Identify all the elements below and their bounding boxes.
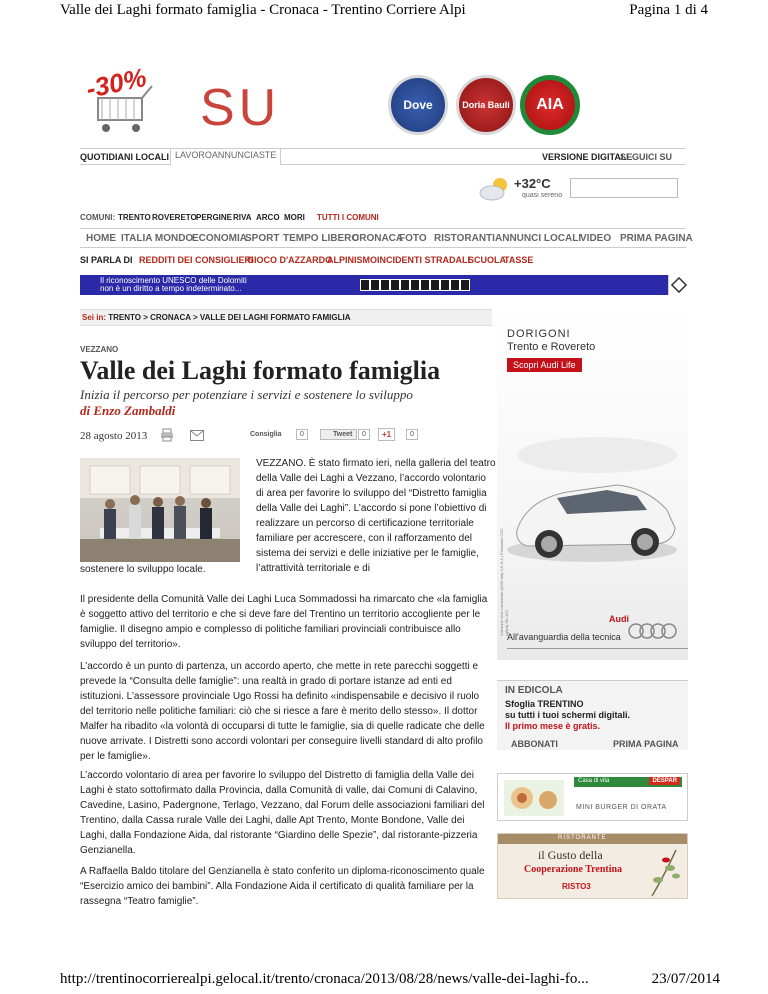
gusto-line-2: Cooperazione Trentina xyxy=(524,864,623,875)
nav-cronaca[interactable]: CRONACA xyxy=(352,233,404,244)
audi-ad[interactable] xyxy=(497,310,688,660)
weather-widget xyxy=(478,176,568,206)
audi-cta-button[interactable]: Scopri Audi Life xyxy=(507,358,582,372)
gplus-count: 0 xyxy=(406,429,418,440)
branch-icon xyxy=(646,846,684,898)
despar-label: DESPAR xyxy=(649,777,680,785)
doria-bauli-logo[interactable]: Doria Bauli xyxy=(456,75,516,135)
consiglia-count: 0 xyxy=(296,429,308,440)
audi-tagline: All'avanguardia della tecnica xyxy=(507,632,621,642)
email-icon[interactable] xyxy=(190,430,204,441)
versione-digitale-link[interactable]: VERSIONE DIGITALE xyxy=(542,152,633,162)
topic-gioco-azzardo[interactable]: GIOCO D'AZZARDO xyxy=(247,255,333,265)
article-paragraph-5: A Raffaella Baldo titolare del Genzianella è stato conferito un diploma-riconoscimento quale “Esercizio amico dei bambini”. Alla Fondazione Aida il certificato di qualità familiare per la rassegna “Teatro famiglie”. xyxy=(80,866,485,907)
breadcrumb-current: VALLE DEI LAGHI FORMATO FAMIGLIA xyxy=(199,313,351,322)
nav-ristoranti[interactable]: RISTORANTI xyxy=(434,233,495,244)
print-page: Pagina 1 di 4 xyxy=(629,2,708,18)
topic-tasse[interactable]: TASSE xyxy=(504,255,534,265)
aia-logo[interactable]: AIA xyxy=(520,75,580,135)
comune-arco[interactable]: ARCO xyxy=(256,213,280,222)
casa-di-vita-label: Casa di vita xyxy=(578,778,610,784)
seguici-su-link[interactable]: SEGUICI SU xyxy=(620,152,673,162)
article-lead: VEZZANO. È stato firmato ieri, nella galleria del teatro della Valle dei Laghi a Vezzano, l’accordo volontario di area per favorire lo sviluppo del “Distretto famiglia della Valle dei Laghi”. L’accordo si pone l’obiettivo di realizzare un percorso di certificazione territoriale familiare per accrescere, con il rafforzamento del sistema dei servizi e delle iniziative per le famiglie, l’attrattività territoriale e di xyxy=(256,458,496,574)
article-paragraph-2: Il presidente della Comunità Valle dei Laghi Luca Sommadossi ha rimarcato che «la famiglia è soggetto attivo del territorio e che si deve fare del Trentino un territorio accogliente per le famiglie. Il disegno ampio e complesso di politiche familiari provinciali contribuisce allo sviluppo del territorio». xyxy=(80,594,488,650)
comune-trento[interactable]: TRENTO xyxy=(118,213,151,222)
risto3-badge: RISTO3 xyxy=(562,882,591,891)
edicola-line-2: su tutti i tuoi schermi digitali. xyxy=(505,710,631,720)
discount-label: -30% xyxy=(83,62,150,104)
nav-prima-pagina[interactable]: PRIMA PAGINA xyxy=(620,233,693,244)
weather-temp: +32°C xyxy=(514,176,551,191)
edicola-heading: IN EDICOLA xyxy=(505,685,563,696)
tweet-count: 0 xyxy=(358,429,370,440)
topic-incidenti[interactable]: INCIDENTI STRADALI xyxy=(377,255,470,265)
nav-home[interactable]: HOME xyxy=(86,233,116,244)
discount-ad[interactable] xyxy=(80,62,168,138)
comune-riva[interactable]: RIVA xyxy=(233,213,252,222)
burger-ad-header xyxy=(574,777,682,787)
article-kicker: VEZZANO xyxy=(80,345,119,354)
audi-brand: Audi xyxy=(609,614,629,624)
nav-foto[interactable]: FOTO xyxy=(399,233,427,244)
nav-annunci-locali[interactable]: ANNUNCI LOCALI xyxy=(495,233,582,244)
abbonati-button[interactable]: ABBONATI xyxy=(511,739,558,749)
nav-italia-mondo[interactable]: ITALIA MONDO xyxy=(121,233,194,244)
article-subtitle: Inizia il percorso per potenziare i servizi e sostenere lo sviluppo xyxy=(80,387,413,402)
audi-divider xyxy=(507,648,688,649)
partly-cloudy-icon xyxy=(478,176,512,202)
comune-pergine[interactable]: PERGINE xyxy=(196,213,233,222)
print-icon[interactable] xyxy=(160,428,174,442)
breadcrumb-trento[interactable]: TRENTO xyxy=(108,313,141,322)
article-author[interactable]: di Enzo Zambaldi xyxy=(80,403,176,418)
audi-car-illustration xyxy=(497,410,688,610)
banner-line-2: non è un diritto a tempo indeterminato... xyxy=(100,284,242,293)
unesco-banner[interactable] xyxy=(80,275,688,295)
nav-economia[interactable]: ECONOMIA xyxy=(192,233,247,244)
banner-line-1: Il riconoscimento UNESCO delle Dolomiti xyxy=(100,276,247,285)
gusto-header xyxy=(498,834,687,844)
audi-city: Trento e Rovereto xyxy=(507,341,596,353)
edicola-line-3: Il primo mese è gratis. xyxy=(505,721,601,731)
breadcrumb-cronaca[interactable]: CRONACA xyxy=(150,313,191,322)
topic-redditi[interactable]: REDDITI DEI CONSIGLIERI xyxy=(139,255,254,265)
breadcrumb-prefix: Sei in: xyxy=(82,313,107,322)
audi-dealer: DORIGONI xyxy=(507,328,571,340)
nav-video[interactable]: VIDEO xyxy=(580,233,612,244)
tutti-i-comuni-link[interactable]: TUTTI I COMUNI xyxy=(317,213,379,222)
top-bar xyxy=(80,148,686,165)
gusto-line-1: il Gusto della xyxy=(538,848,603,862)
gusto-ad[interactable] xyxy=(497,833,688,899)
comune-mori[interactable]: MORI xyxy=(284,213,305,222)
ceremony-photo xyxy=(80,458,240,562)
comune-rovereto[interactable]: ROVERETO xyxy=(152,213,197,222)
quotidiani-locali-link[interactable]: QUOTIDIANI LOCALI xyxy=(80,152,169,162)
print-header xyxy=(0,2,768,22)
article-title: Valle dei Laghi formato famiglia xyxy=(80,356,441,385)
weather-desc: quasi sereno xyxy=(522,192,563,199)
si-parla-di-label: SI PARLA DI xyxy=(80,255,133,265)
dolomiti-logo xyxy=(668,275,688,295)
edicola-line-1: Sfoglia TRENTINO xyxy=(505,699,584,709)
train-graphic xyxy=(360,279,470,291)
main-nav xyxy=(80,228,693,248)
print-title: Valle dei Laghi formato famiglia - Cronaca - Trentino Corriere Alpi xyxy=(60,2,466,18)
edicola-box xyxy=(497,680,688,750)
article-photo[interactable] xyxy=(80,458,240,562)
gplus-button[interactable]: +1 xyxy=(378,428,395,441)
tweet-button[interactable]: Tweet xyxy=(320,429,357,440)
print-url: http://trentinocorrierealpi.gelocal.it/trento/cronaca/2013/08/28/news/valle-dei-laghi-fo... xyxy=(60,971,589,987)
consiglia-button[interactable]: Consiglia xyxy=(250,431,282,438)
edicola-prima-pagina-button[interactable]: PRIMA PAGINA xyxy=(613,739,679,749)
print-footer xyxy=(60,971,720,988)
burger-ad-label: MINI BURGER DI ORATA xyxy=(576,804,667,811)
comuni-label: COMUNI: xyxy=(80,213,116,222)
ristorante-label: RISTORANTE xyxy=(558,835,607,841)
nav-sport[interactable]: SPORT xyxy=(245,233,280,244)
su-ad[interactable]: SU xyxy=(200,79,281,137)
audi-legal: Consumi ciclo combinato (l/100 km) 4,5–6,6 | Emissioni CO2 (g/km) 99–152 xyxy=(499,528,509,636)
search-input[interactable] xyxy=(570,178,678,198)
nav-tempo-libero[interactable]: TEMPO LIBERO xyxy=(283,233,360,244)
breadcrumb: Sei in: TRENTO > CRONACA > VALLE DEI LAGHI FORMATO FAMIGLIA xyxy=(80,309,492,326)
article-date: 28 agosto 2013 xyxy=(80,430,148,442)
burger-illustration xyxy=(504,780,564,816)
lavoro-annunci-aste-link[interactable]: LAVOROANNUNCIASTE xyxy=(170,148,281,165)
article-lead-end: sostenere lo sviluppo locale. xyxy=(80,564,206,575)
article-paragraph-3: L’accordo è un punto di partenza, un accordo aperto, che mette in rete parecchi soggetti e prevede la “Consulta delle famiglie”: una realtà in grado di portare istanze ad enti ed istituzioni. L’assessore provinciale Ugo Rossi ha definito «indispensabile e decisivo il ruolo del territorio nelle politiche familiari: ciò che si riesce a fare è merito dello stesso». Il dottor Malfer ha ribadito «la volontà di occuparsi di tutte le famiglie, sia di quelle radicate che delle nuove arrivate. I Distretti sono accordi volontari per conseguire livelli standard di alto profilo per le famiglie». xyxy=(80,661,485,762)
diamond-icon xyxy=(669,275,689,295)
burger-ad[interactable] xyxy=(497,773,688,821)
topic-alpinismo[interactable]: ALPINISMO xyxy=(327,255,378,265)
article-paragraph-4: L’accordo volontario di area per favorire lo sviluppo del Distretto di famiglia della Valle dei Laghi è stato sottofirmato dalla Provincia, dalla Comunità di valle, dai Comuni di Calavino, Cavedine, Lasino, Padergnone, Terlago, Vezzano, dal Forum delle associazioni familiari del Trentino, dalla Cassa rurale Valle dei Laghi, dalle Apt Trento, Monte Bondone, Valle dei Laghi, dalla Fondazione Aida, dal ristorante “Giardino delle Spezie”, dal ristorante-pizzeria Genzianella. xyxy=(80,770,485,856)
print-date: 23/07/2014 xyxy=(651,971,720,987)
audi-rings-icon xyxy=(627,622,679,640)
dove-logo[interactable]: Dove xyxy=(388,75,448,135)
topic-scuola[interactable]: SCUOLA xyxy=(468,255,506,265)
